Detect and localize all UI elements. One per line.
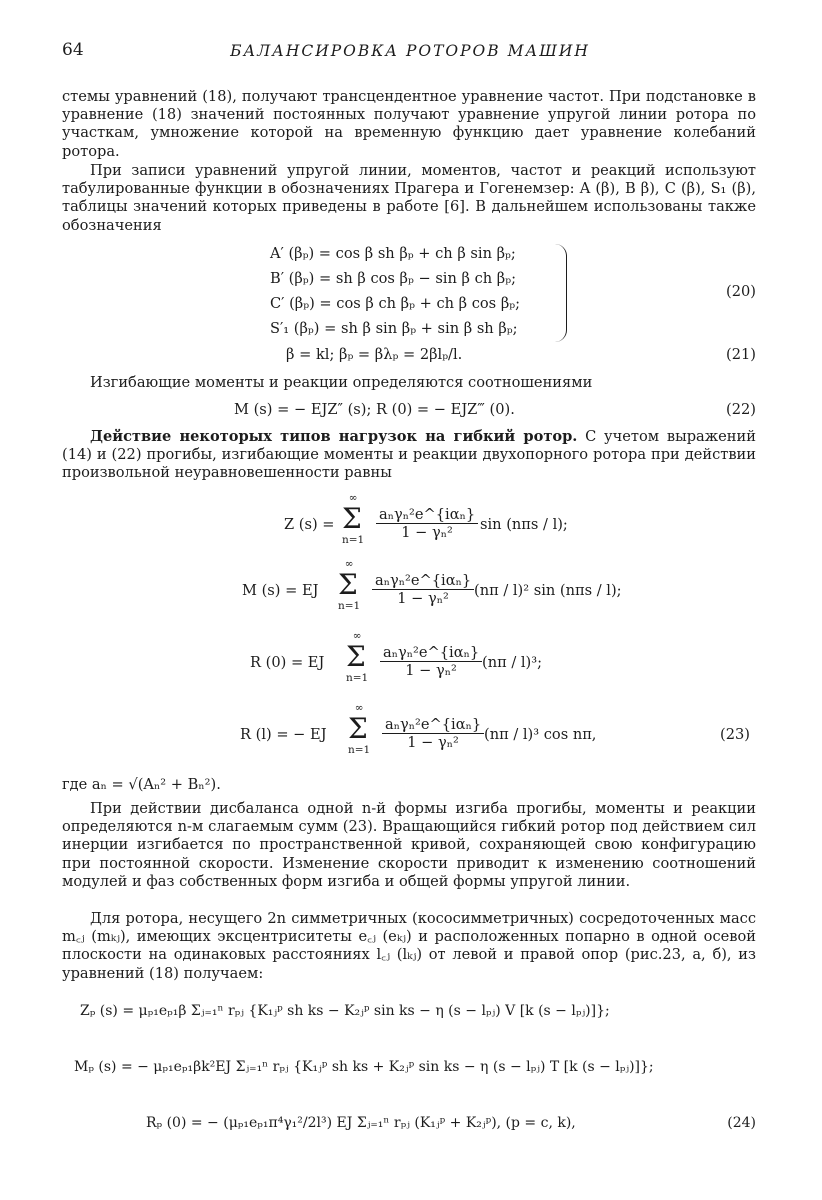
page-number: 64	[62, 40, 84, 60]
eq23-fraction-num: aₙγₙ²e^{iαₙ}	[372, 572, 474, 590]
sum-lower-limit: n=1	[348, 744, 371, 756]
sum-upper-limit: ∞	[352, 630, 362, 642]
equation-21	[62, 345, 756, 365]
running-title: БАЛАНСИРОВКА РОТОРОВ МАШИН	[230, 42, 590, 60]
eq23-fraction-den: 1 − γₙ²	[407, 734, 459, 751]
eq23-r0-lhs: R (0) = EJ	[250, 654, 325, 671]
eq23-fraction-den: 1 − γₙ²	[405, 662, 457, 679]
eq23-rl-fraction	[382, 716, 484, 751]
equation-23	[62, 492, 758, 772]
sum-upper-limit: ∞	[354, 702, 364, 714]
eq20-line-b: B′ (βₚ) = sh β cos βₚ − sin β ch βₚ;	[270, 270, 516, 287]
section-heading: Действие некоторых типов нагрузок на гибкий ротор.	[90, 428, 578, 445]
eq23-z-lhs: Z (s) =	[284, 516, 335, 533]
paragraph-1: стемы уравнений (18), получают трансцендентное уравнение частот. При подстановке в уравнение (18) значений постоянных получают уравнение упругой линии ротора по участкам, умножение которой на временную функцию дает уравнение колебаний ротора.	[62, 88, 756, 160]
eq24-r: Rₚ (0) = − (μₚ₁eₚ₁π⁴γ₁²/2l³) EJ Σⱼ₌₁ⁿ rₚⱼ (K₁ⱼᵖ + K₂ⱼᵖ), (p = c, k),	[146, 1115, 576, 1131]
eq24-number: (24)	[727, 1115, 756, 1131]
equation-22	[62, 400, 756, 420]
eq23-fraction-den: 1 − γₙ²	[397, 590, 449, 607]
eq23-rl-lhs: R (l) = − EJ	[240, 726, 327, 743]
eq20-brace	[552, 244, 567, 342]
equation-20	[62, 244, 756, 344]
paragraph-5: где aₙ = √(Aₙ² + Bₙ²).	[62, 776, 221, 793]
eq24-z: Zₚ (s) = μₚ₁eₚ₁β Σⱼ₌₁ⁿ rₚⱼ {K₁ⱼᵖ sh ks − K₂ⱼᵖ sin ks − η (s − lₚⱼ) V [k (s − lₚⱼ)]};	[80, 1003, 610, 1019]
paragraph-4	[62, 428, 756, 483]
eq23-m-fraction	[372, 572, 474, 607]
eq20-line-c: C′ (βₚ) = cos β ch βₚ + ch β cos βₚ;	[270, 295, 521, 312]
eq23-z-sum: ∞ Σ n=1	[342, 492, 365, 546]
sum-lower-limit: n=1	[342, 534, 365, 546]
eq20-line-a: A′ (βₚ) = cos β sh βₚ + ch β sin βₚ;	[270, 245, 516, 262]
eq22-body: M (s) = − EJZ″ (s); R (0) = − EJZ‴ (0).	[234, 401, 515, 418]
eq23-fraction-num: aₙγₙ²e^{iαₙ}	[380, 644, 482, 662]
equation-24	[62, 996, 756, 1156]
paragraph-7: Для ротора, несущего 2n симметричных (кососимметричных) сосредоточенных масс m꜀ⱼ (mₖⱼ), имеющих эксцентриситеты e꜀ⱼ (eₖⱼ) и расположенных попарно в одной осевой плоскости на одинаковых расстояниях l꜀ⱼ (lₖⱼ) от левой и правой опор (рис.23, а, б), из уравнений (18) получаем:	[62, 910, 756, 982]
eq21-number: (21)	[726, 346, 756, 363]
eq23-rl-tail: (nπ / l)³ cos nπ,	[484, 726, 597, 743]
eq23-z-fraction	[376, 506, 478, 541]
eq23-number: (23)	[720, 726, 750, 743]
paragraph-3: Изгибающие моменты и реакции определяются соотношениями	[90, 374, 593, 391]
sum-lower-limit: n=1	[338, 600, 361, 612]
paragraph-2: При записи уравнений упругой линии, моментов, частот и реакций используют табулированные функции в обозначениях Прагера и Гогенемзер: A (β), B β), C (β), S₁ (β), таблицы значений которых приведены в работе [6]. В дальнейшем использованы также обозначения	[62, 162, 756, 234]
eq23-rl-sum: ∞ Σ n=1	[348, 702, 371, 756]
eq21-body: β = kl; βₚ = βλₚ = 2βlₚ/l.	[286, 346, 463, 363]
eq23-r0-sum: ∞ Σ n=1	[346, 630, 369, 684]
eq23-z-tail: sin (nπs / l);	[480, 516, 568, 533]
eq23-r0-tail: (nπ / l)³;	[482, 654, 543, 671]
eq24-m: Mₚ (s) = − μₚ₁eₚ₁βk²EJ Σⱼ₌₁ⁿ rₚⱼ {K₁ⱼᵖ sh ks + K₂ⱼᵖ sin ks − η (s − lₚⱼ) T [k (s − lₚⱼ)]};	[74, 1059, 654, 1075]
paragraph-4-text: С учетом выражений (14) и (22) прогибы, изгибающие моменты и реакции двухопорного ротора при действии произвольной неуравновешенности равны	[62, 428, 756, 482]
eq23-m-tail: (nπ / l)² sin (nπs / l);	[474, 582, 622, 599]
paragraph-6: При действии дисбаланса одной n-й формы изгиба прогибы, моменты и реакции определяются n-м слагаемым сумм (23). Вращающийся гибкий ротор под действием сил инерции изгибается по пространственной кривой, сохраняющей свою конфигурацию при постоянной скорости. Изменение скорости приводит к изменению соотношений модулей и фаз собственных форм изгиба и общей формы упругой линии.	[62, 800, 756, 890]
eq20-line-d: S′₁ (βₚ) = sh β sin βₚ + sin β sh βₚ;	[270, 320, 518, 337]
sum-upper-limit: ∞	[348, 492, 358, 504]
eq20-number: (20)	[726, 283, 756, 300]
eq22-number: (22)	[726, 401, 756, 418]
eq23-r0-fraction	[380, 644, 482, 679]
eq23-m-lhs: M (s) = EJ	[242, 582, 319, 599]
sum-upper-limit: ∞	[344, 558, 354, 570]
sum-lower-limit: n=1	[346, 672, 369, 684]
eq23-fraction-den: 1 − γₙ²	[401, 524, 453, 541]
eq23-m-sum: ∞ Σ n=1	[338, 558, 361, 612]
eq23-fraction-num: aₙγₙ²e^{iαₙ}	[376, 506, 478, 524]
eq23-fraction-num: aₙγₙ²e^{iαₙ}	[382, 716, 484, 734]
page-header	[62, 40, 758, 70]
